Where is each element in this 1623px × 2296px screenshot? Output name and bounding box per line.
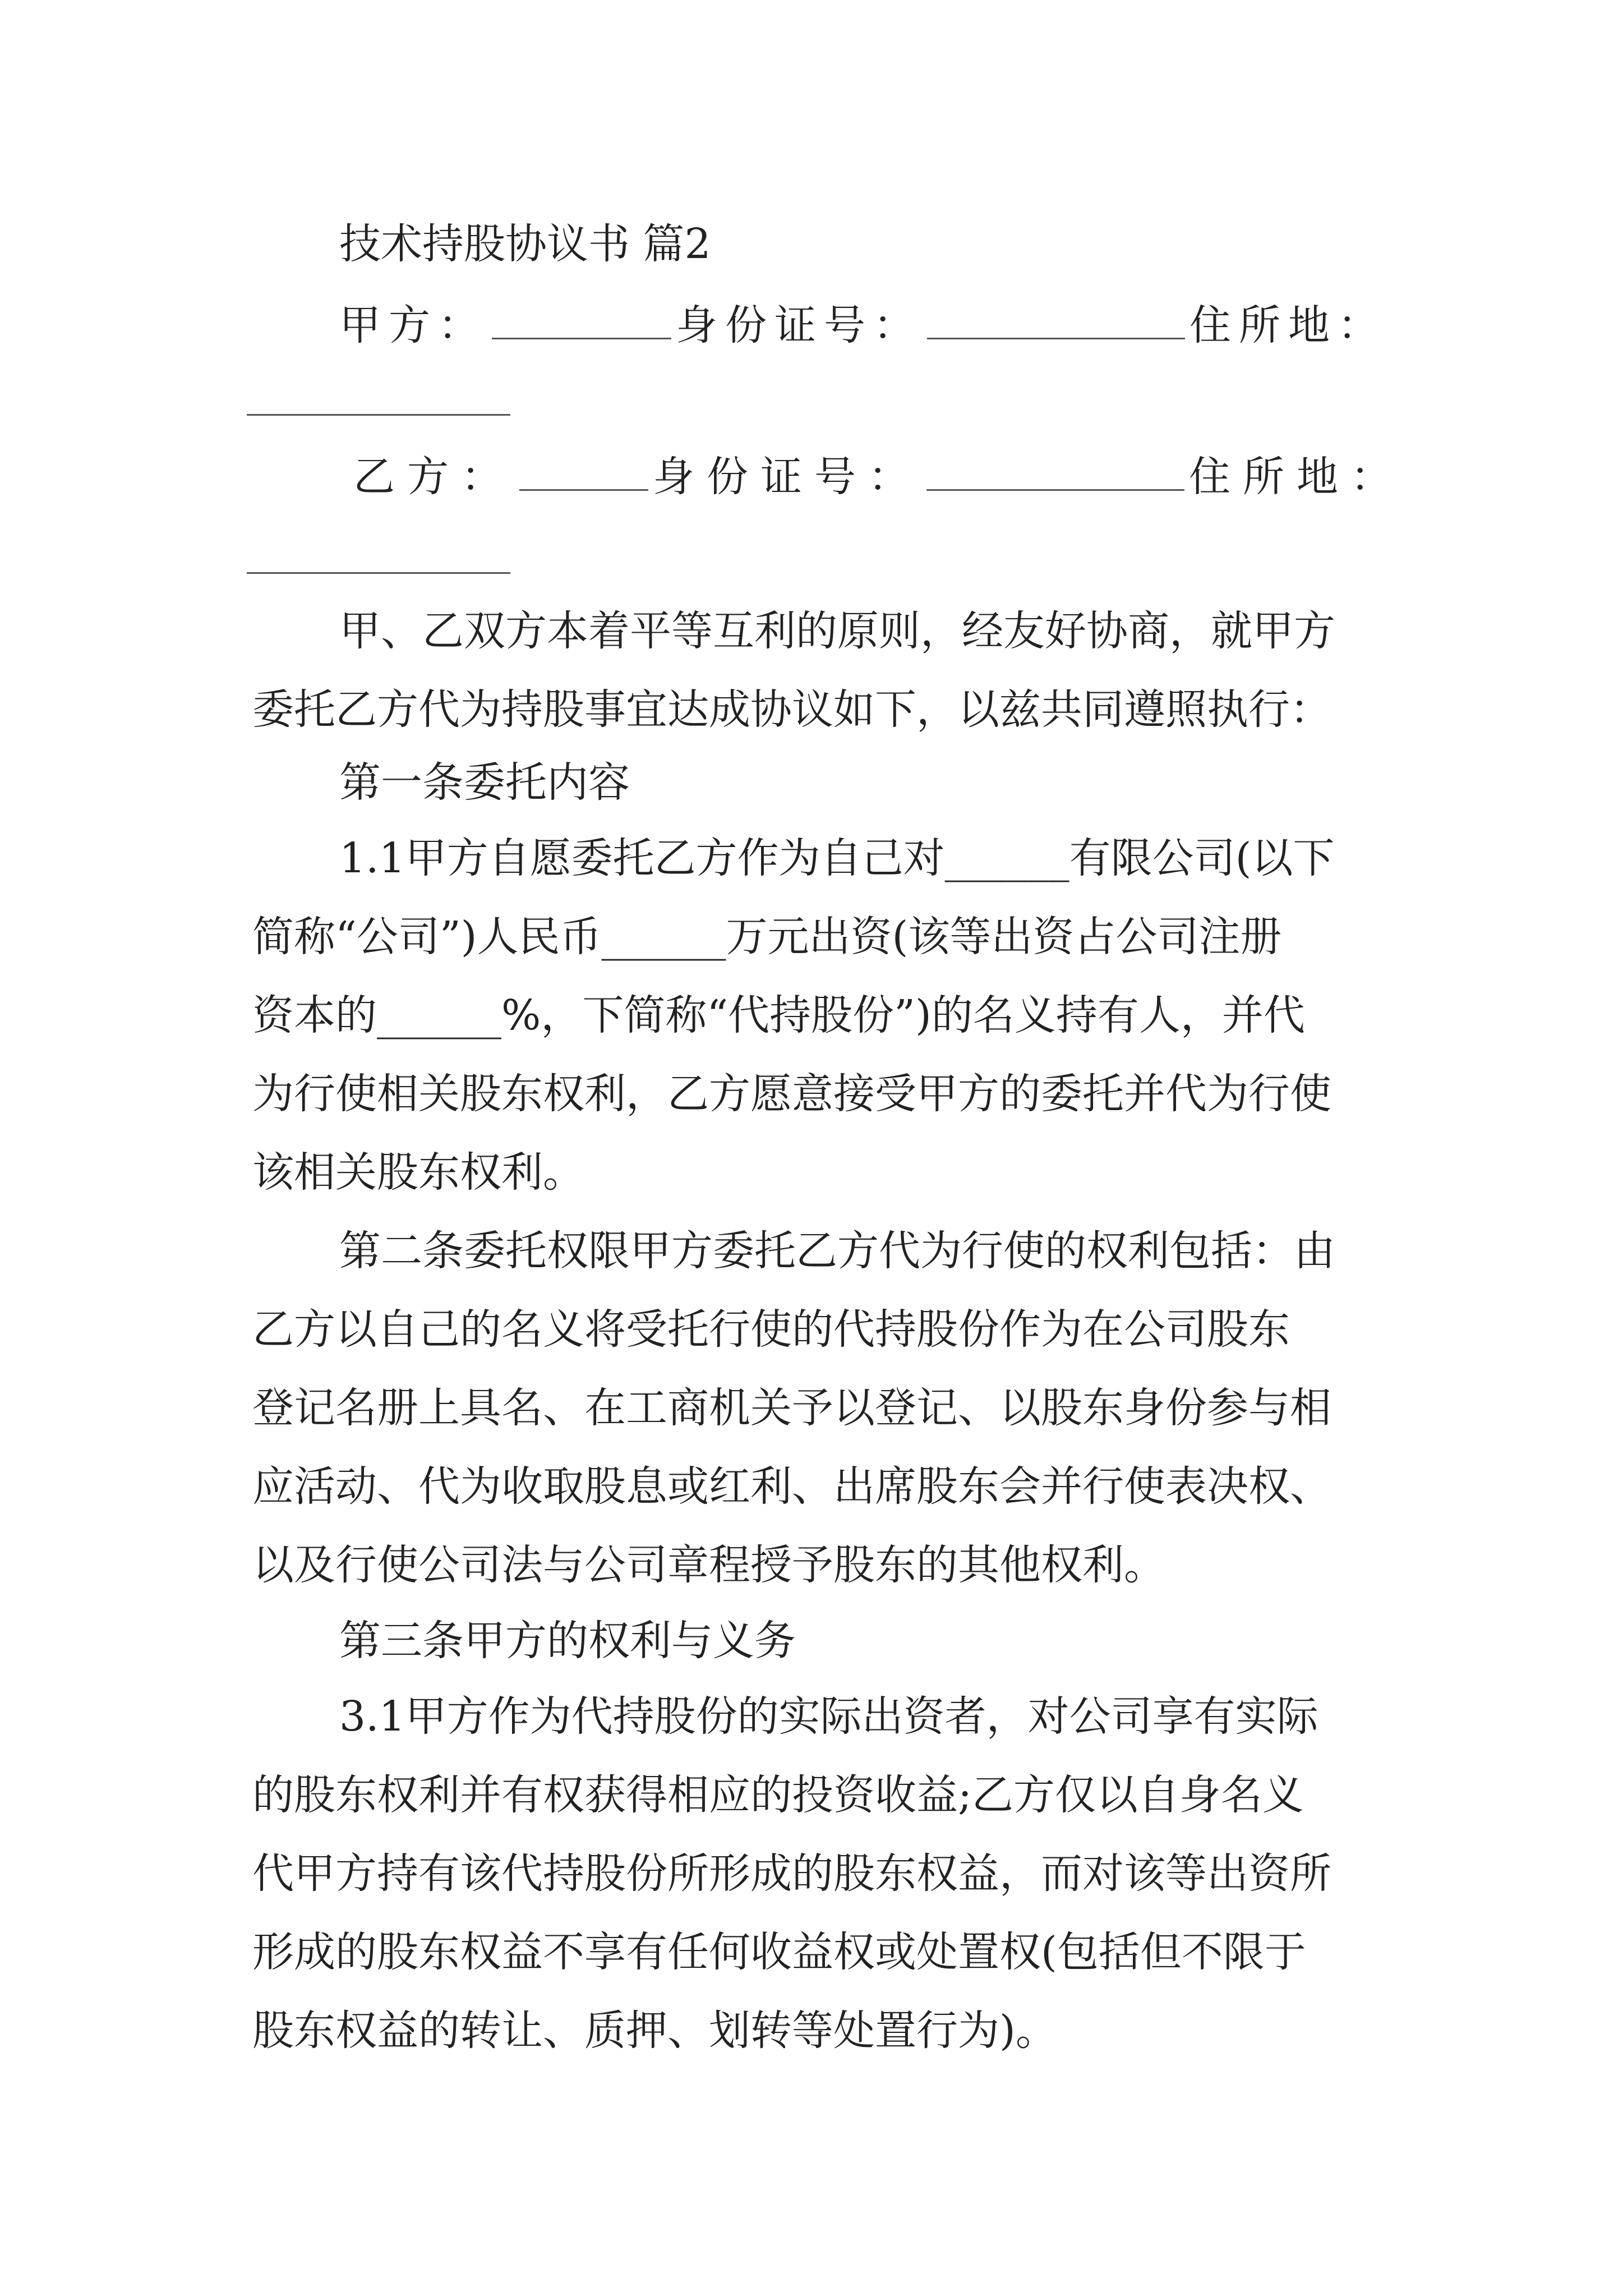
document-title: 技术持股协议书 篇2 xyxy=(339,220,711,268)
party-b-id-blank xyxy=(926,452,1184,491)
article-1-line-4: 为行使相关股东权利，乙方愿意接受甲方的委托并代为行使 xyxy=(252,1070,1331,1118)
article-3-line-5: 股东权益的转让、质押、划转等处置行为)。 xyxy=(252,2007,1057,2055)
party-b-id-label: 身份证号： xyxy=(653,453,922,501)
article-2-line-3: 登记名册上具名、在工商机关予以登记、以股东身份参与相 xyxy=(252,1384,1331,1432)
article-2-line-5: 以及行使公司法与公司章程授予股东的其他权利。 xyxy=(252,1541,1165,1589)
article-1-line-5: 该相关股东权利。 xyxy=(252,1148,584,1197)
party-a-name-blank xyxy=(492,301,671,339)
party-a-line xyxy=(339,297,1387,353)
article-3-line-2: 的股东权利并有权获得相应的投资收益;乙方仅以自身名义 xyxy=(252,1771,1304,1819)
intro-line-2: 委托乙方代为持股事宜达成协议如下，以兹共同遵照执行： xyxy=(252,685,1331,734)
article-2-line-1: 第二条委托权限甲方委托乙方代为行使的权利包括：由 xyxy=(339,1227,1335,1275)
article-3-line-1: 3.1甲方作为代持股份的实际出资者，对公司享有实际 xyxy=(339,1692,1318,1741)
party-b-label: 乙方： xyxy=(353,453,515,501)
article-1-line-2: 简称“公司”)人民币______万元出资(该等出资占公司注册 xyxy=(252,913,1282,961)
party-a-address-blank xyxy=(247,414,510,416)
party-b-address-blank xyxy=(247,572,510,574)
party-b-line xyxy=(353,449,1404,505)
article-1-heading: 第一条委托内容 xyxy=(339,758,630,807)
party-a-label: 甲方： xyxy=(339,301,487,349)
article-3-line-4: 形成的股东权益不享有任何收益权或处置权(包括但不限于 xyxy=(252,1928,1306,1976)
intro-line-1: 甲、乙双方本着平等互利的原则，经友好协商，就甲方 xyxy=(339,607,1335,655)
article-1-line-1: 1.1甲方自愿委托乙方作为自己对______有限公司(以下 xyxy=(339,834,1335,882)
party-a-id-blank xyxy=(927,301,1185,339)
article-1-line-3: 资本的______%，下简称“代持股份”)的名义持有人，并代 xyxy=(252,991,1305,1039)
article-3-heading: 第三条甲方的权利与义务 xyxy=(339,1617,796,1665)
article-2-line-2: 乙方以自己的名义将受托行使的代持股份作为在公司股东 xyxy=(252,1305,1290,1354)
party-b-address-label: 住所地： xyxy=(1189,453,1404,501)
party-b-name-blank xyxy=(519,452,648,491)
article-3-line-3: 代甲方持有该代持股份所形成的股东权益，而对该等出资所 xyxy=(252,1849,1331,1898)
article-2-line-4: 应活动、代为收取股息或红利、出席股东会并行使表决权、 xyxy=(252,1462,1331,1511)
party-a-id-label: 身份证号： xyxy=(676,301,923,349)
party-a-address-label: 住所地： xyxy=(1189,301,1387,349)
